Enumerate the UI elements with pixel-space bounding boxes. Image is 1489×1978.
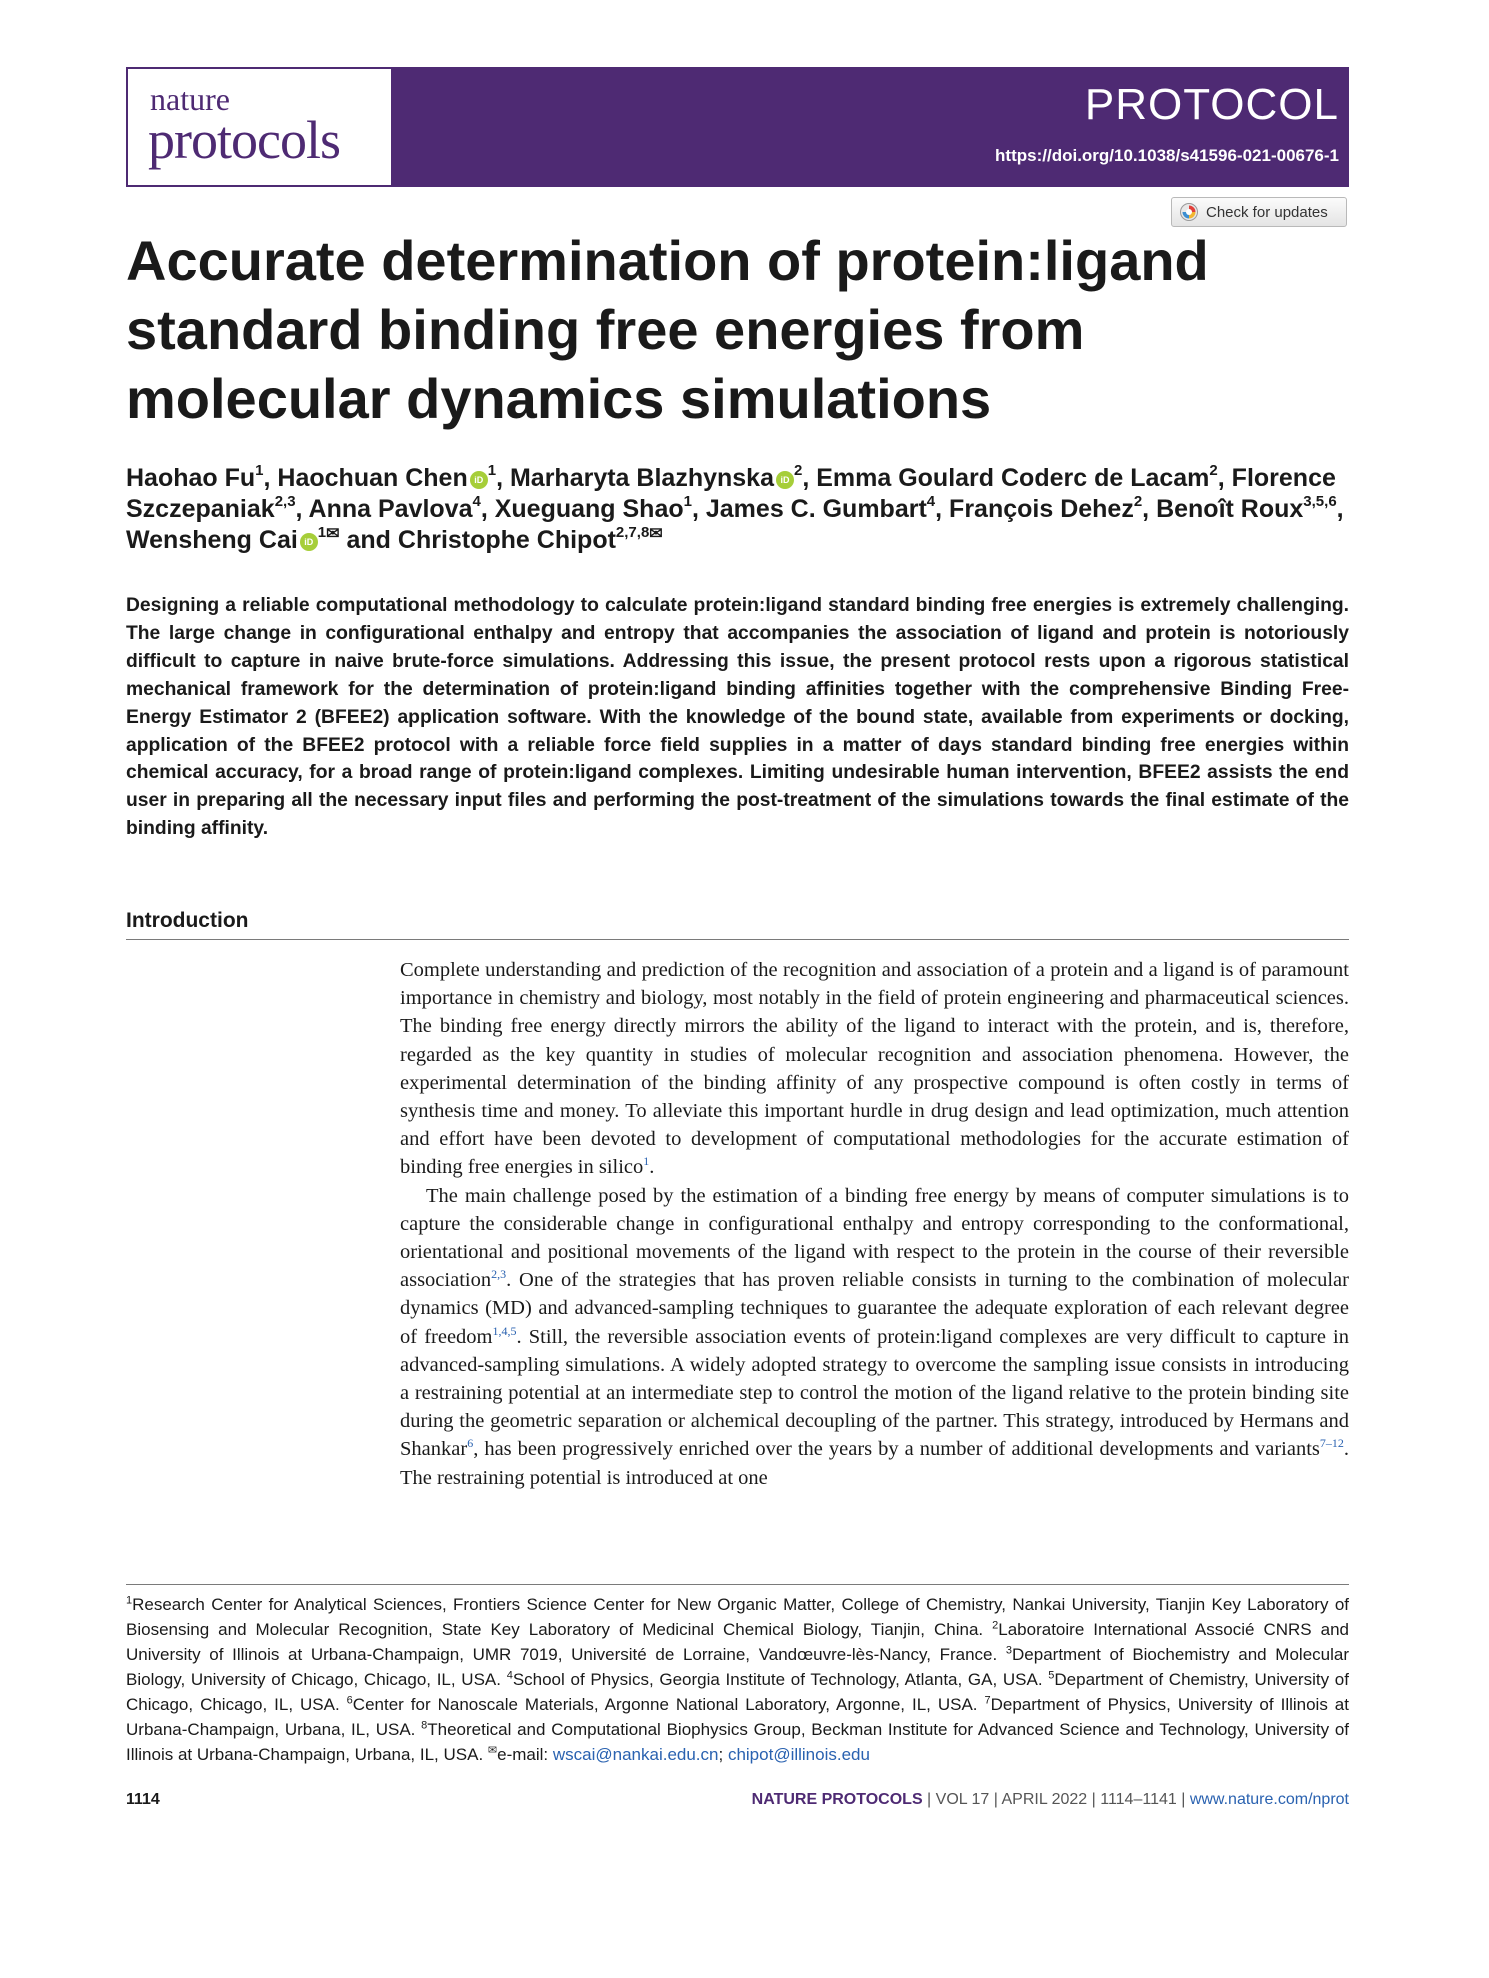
logo-nature-text: nature (150, 81, 230, 117)
citation-ref[interactable]: 2,3 (491, 1267, 507, 1282)
author-separator: , (935, 495, 950, 523)
affiliations (126, 1592, 1349, 1767)
affiliation-text: Department of Physics, University of Illinois at Urbana-Champaign, Urbana, IL, USA. (126, 1695, 1349, 1739)
author-separator: and (339, 526, 398, 554)
author-affiliation-marker: 1 (317, 523, 327, 541)
author-affiliation-marker: 4 (926, 492, 936, 510)
author-separator: , (1336, 495, 1344, 523)
article-title: Accurate determination of protein:ligand standard binding free energies from molecular dynamics simulations (126, 229, 1209, 430)
author-name[interactable]: Anna Pavlova (308, 495, 473, 523)
author-name[interactable]: Emma Goulard Coderc de Lacam (816, 464, 1210, 492)
email-link[interactable]: chipot@illinois.edu (727, 1745, 870, 1764)
author-separator: , (496, 464, 510, 492)
author-name[interactable]: James C. Gumbart (705, 495, 927, 523)
journal-footer (752, 1792, 1349, 1808)
section-divider (126, 939, 1349, 940)
check-for-updates-label: Check for updates (1206, 203, 1328, 221)
author-list (126, 463, 1356, 556)
author-affiliation-marker: 1 (255, 461, 264, 479)
check-for-updates-button[interactable] (1171, 197, 1347, 227)
affiliation-marker: 4 (506, 1669, 513, 1682)
body-paragraph (400, 956, 1349, 1182)
body-text-run: . One of the strategies that has proven reliable consists in turning to the combination of molecular dynamics (MD) and advanced-sampling techniques to guarantee the adequate exploration of each relevant degree of freedom (400, 1269, 1349, 1348)
orcid-icon[interactable]: iD (300, 533, 318, 551)
footnote-divider (126, 1584, 1349, 1585)
body-text-run: Complete understanding and prediction of the recognition and association of a protein and a ligand is of paramount importance in chemistry and biology, most notably in the field of protein engineering and pharmaceutical sciences. The binding free energy directly mirrors the ability of the ligand to interact with the protein, and is, therefore, regarded as the key quantity in studies of molecular recognition and association phenomena. However, the experimental determination of the binding affinity of any prospective compound is often costly in terms of synthesis time and money. To alleviate this important hurdle in drug design and lead optimization, much attention and effort have been devoted to development of computational methodologies for the accurate estimation of binding free energies in silico (400, 959, 1349, 1179)
author-name[interactable]: Wensheng Cai (126, 526, 298, 554)
author-affiliation-marker: 3,5,6 (1303, 492, 1337, 510)
affiliation-text: Research Center for Analytical Sciences, Frontiers Science Center for New Organic Matter, College of Chemistry, Nankai University, Tianjin Key Laboratory of Biosensing and Molecular Recognition, State Key Laboratory of Medicinal Chemical Biology, Tianjin, China. (126, 1595, 1349, 1639)
citation-ref[interactable]: 6 (467, 1436, 474, 1451)
author-separator: , (691, 495, 706, 523)
author-affiliation-marker: 2 (793, 461, 803, 479)
footer-site-link[interactable]: www.nature.com/nprot (1189, 1791, 1349, 1808)
footer-journal: NATURE PROTOCOLS (751, 1791, 923, 1808)
affiliation-marker: 5 (1048, 1669, 1055, 1682)
author-name[interactable]: Haohao Fu (126, 464, 256, 492)
affiliation-marker: 7 (984, 1694, 991, 1707)
crossmark-icon (1180, 203, 1198, 221)
author-name[interactable]: Christophe Chipot (397, 526, 616, 554)
email-separator: ; (718, 1745, 728, 1764)
author-separator: , (802, 464, 817, 492)
section-heading-introduction: Introduction (126, 909, 249, 932)
orcid-icon[interactable]: iD (470, 471, 488, 489)
page-number: 1114 (126, 1791, 160, 1808)
author-affiliation-marker: 1 (487, 461, 497, 479)
footer-sep: | (1087, 1791, 1101, 1808)
affiliation-marker: 6 (346, 1694, 353, 1707)
citation-ref[interactable]: 1,4,5 (492, 1323, 517, 1338)
affiliation-text: Department of Chemistry, University of Chicago, Chicago, IL, USA. (126, 1670, 1349, 1714)
author-separator: , (263, 464, 278, 492)
email-label: e-mail: (497, 1745, 553, 1764)
affiliation-marker: 8 (421, 1719, 428, 1732)
abstract: Designing a reliable computational methodology to calculate protein:ligand standard binding free energies is extremely challenging. The large change in configurational enthalpy and entropy that accompanies the association of ligand and protein is notoriously difficult to capture in naive brute-force simulations. Addressing this issue, the present protocol rests upon a rigorous statistical mechanical framework for the determination of protein:ligand binding affinities together with the comprehensive Binding Free-Energy Estimator 2 (BFEE2) application software. With the knowledge of the bound state, available from experiments or docking, application of the BFEE2 protocol with a reliable force field supplies in a matter of days standard binding free energies within chemical accuracy, for a broad range of protein:ligand complexes. Limiting undesirable human intervention, BFEE2 assists the end user in preparing all the necessary input files and performing the post-treatment of the simulations towards the final estimate of the binding affinity. (126, 595, 1349, 840)
journal-logo[interactable] (126, 67, 393, 187)
author-affiliation-marker: 2,3 (274, 492, 296, 510)
envelope-icon[interactable]: ✉ (649, 525, 663, 543)
author-name[interactable]: Benoît Roux (1156, 495, 1304, 523)
author-name[interactable]: Marharyta Blazhynska (509, 464, 774, 492)
footer-sep: | (989, 1791, 1002, 1808)
body-text-run: . (649, 1156, 655, 1179)
footer-pages: 1114–1141 (1100, 1791, 1177, 1808)
body-paragraph (400, 1182, 1349, 1492)
author-affiliation-marker: 1 (683, 492, 692, 510)
affiliation-text: Theoretical and Computational Biophysics Group, Beckman Institute for Advanced Science and Technology, University of Illinois at Urbana-Champaign, Urbana, IL, USA. (126, 1720, 1349, 1764)
affiliation-marker: 2 (992, 1619, 999, 1632)
orcid-icon[interactable]: iD (776, 471, 794, 489)
affiliation-text: Laboratoire International Associé CNRS and University of Illinois at Urbana-Champaign, UMR 7019, Université de Lorraine, Vandœuvre-lès-Nancy, France. (126, 1620, 1349, 1664)
author-affiliation-marker: 4 (472, 492, 481, 510)
footer-volume: VOL 17 (935, 1791, 990, 1808)
envelope-icon[interactable]: ✉ (326, 525, 340, 543)
author-name[interactable]: Xueguang Shao (494, 495, 684, 523)
affiliation-text: Center for Nanoscale Materials, Argonne National Laboratory, Argonne, IL, USA. (352, 1695, 985, 1714)
affiliation-marker: 1 (126, 1594, 133, 1607)
footer-date: APRIL 2022 (1001, 1791, 1088, 1808)
citation-ref[interactable]: 1 (643, 1154, 650, 1169)
body-text-run: , has been progressively enriched over the years by a number of additional developments and variants (473, 1438, 1320, 1461)
author-affiliation-marker: 2 (1133, 492, 1143, 510)
doi-link[interactable]: https://doi.org/10.1038/s41596-021-00676-1 (995, 146, 1339, 165)
author-separator: , (1217, 464, 1232, 492)
affiliation-marker: 3 (1005, 1644, 1013, 1657)
author-name[interactable]: Haochuan Chen (277, 464, 468, 492)
affiliation-text: School of Physics, Georgia Institute of Technology, Atlanta, GA, USA. (512, 1670, 1049, 1689)
author-name[interactable]: François Dehez (949, 495, 1134, 523)
envelope-icon: ✉ (487, 1744, 498, 1757)
author-name[interactable]: Florence Szczepaniak (126, 464, 1336, 523)
body-text-run: . The restraining potential is introduced at one (400, 1438, 1349, 1489)
body-text-run: The main challenge posed by the estimation of a binding free energy by means of computer simulations is to capture the considerable change in configurational enthalpy and entropy corresponding to the conformational, orientational and positional movements of the ligand with respect to the protein in the course of their reversible association (400, 1184, 1349, 1292)
author-separator: , (480, 495, 495, 523)
article-type-label: PROTOCOL (1084, 80, 1339, 129)
body-text-run: . Still, the reversible association events of protein:ligand complexes are very difficult to capture in advanced-sampling simulations. A widely adopted strategy to overcome the sampling issue consists in introducing a restraining potential at an intermediate step to control the motion of the ligand relative to the protein binding site during the geometric separation or alchemical decoupling of the partner. This strategy, introduced by Hermans and Shankar (400, 1325, 1350, 1461)
citation-ref[interactable]: 7–12 (1319, 1436, 1344, 1451)
author-separator: , (295, 495, 309, 523)
author-affiliation-marker: 2 (1209, 461, 1218, 479)
affiliation-text: Department of Biochemistry and Molecular Biology, University of Chicago, Chicago, IL, USA. (126, 1645, 1349, 1689)
email-link[interactable]: wscai@nankai.edu.cn (552, 1745, 719, 1764)
author-affiliation-marker: 2,7,8 (615, 523, 650, 541)
logo-protocols-text: protocols (148, 110, 340, 170)
introduction-body (400, 956, 1349, 1492)
author-separator: , (1142, 495, 1157, 523)
footer-sep: | (922, 1791, 936, 1808)
footer-sep: | (1176, 1791, 1190, 1808)
